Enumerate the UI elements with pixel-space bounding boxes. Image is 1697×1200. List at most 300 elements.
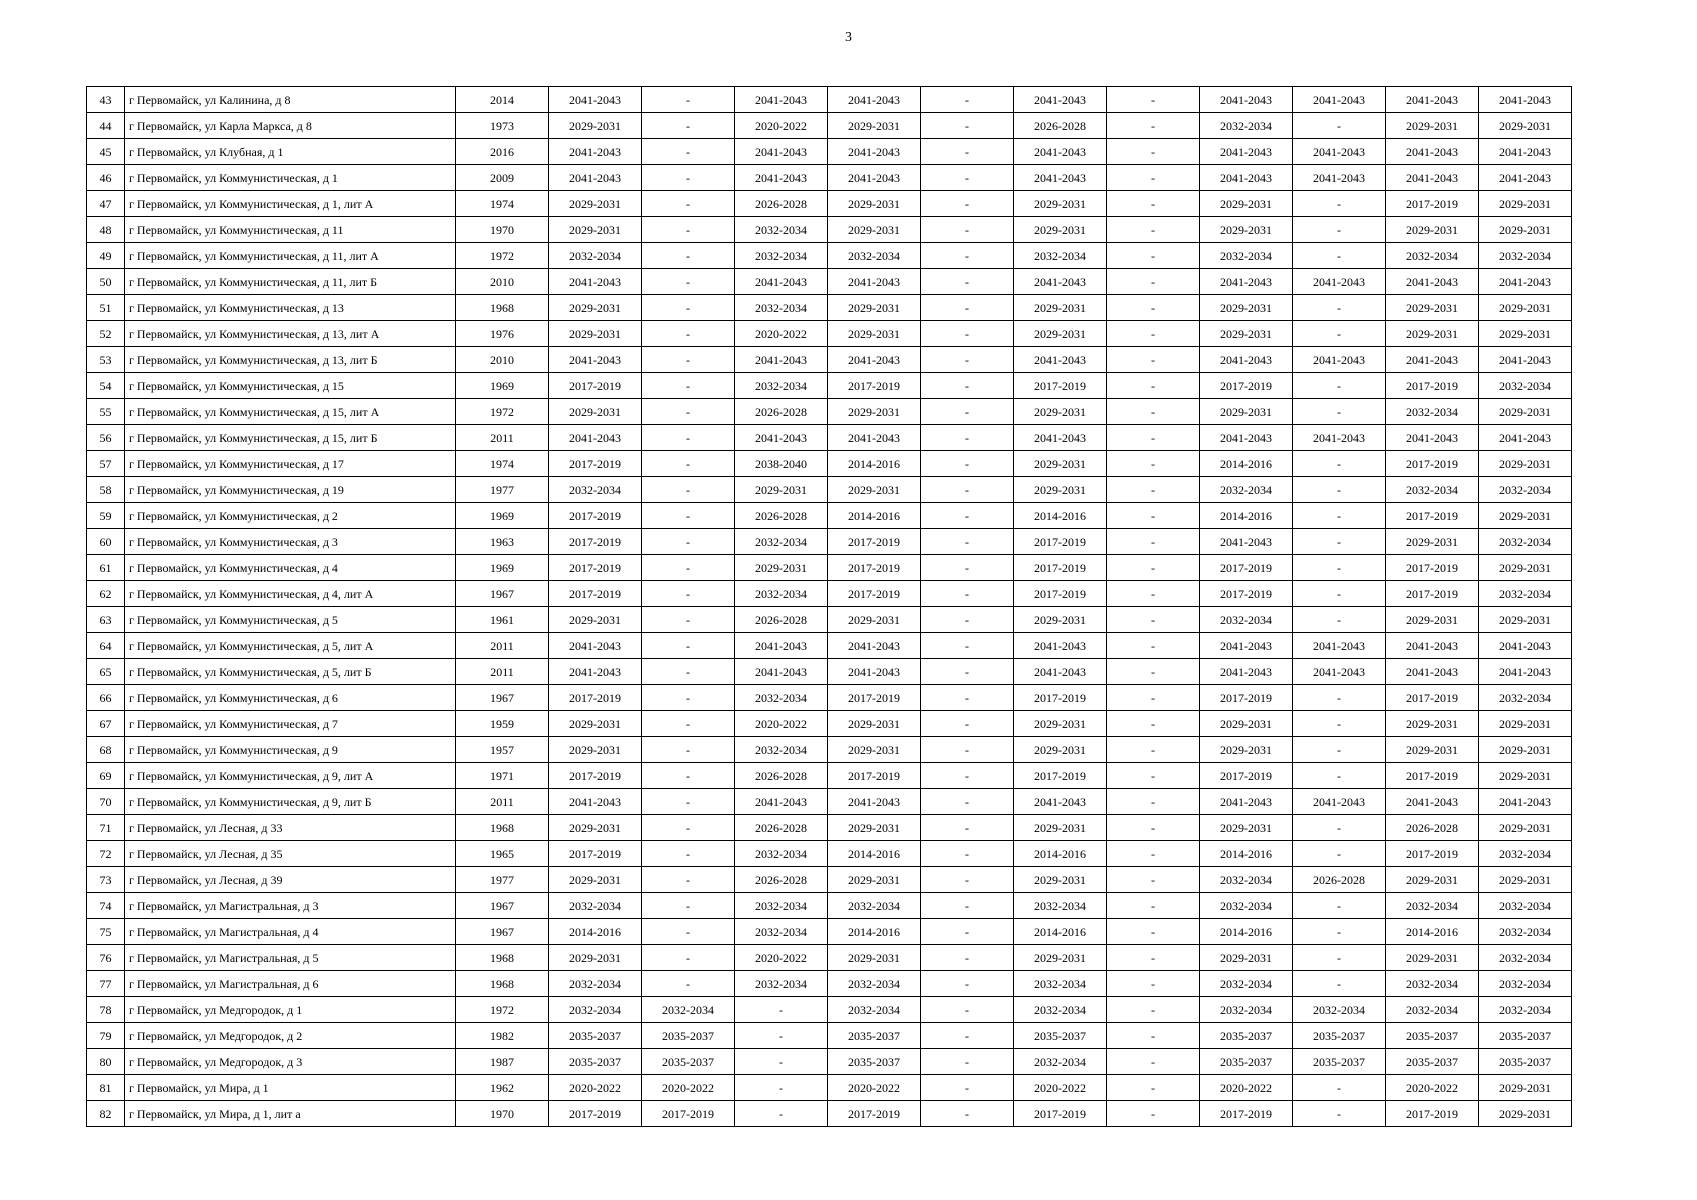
period-cell: 2017-2019 xyxy=(1014,1101,1107,1127)
period-cell: 2029-2031 xyxy=(1479,711,1572,737)
period-cell: 2026-2028 xyxy=(735,503,828,529)
period-cell: 2017-2019 xyxy=(828,1101,921,1127)
period-cell: - xyxy=(1107,243,1200,269)
table-row xyxy=(87,607,1572,633)
row-number: 70 xyxy=(87,789,125,815)
row-number: 49 xyxy=(87,243,125,269)
year-cell: 1976 xyxy=(456,321,549,347)
period-cell: 2032-2034 xyxy=(1014,243,1107,269)
period-cell: - xyxy=(1107,165,1200,191)
year-cell: 1959 xyxy=(456,711,549,737)
period-cell: 2032-2034 xyxy=(1293,997,1386,1023)
period-cell: 2014-2016 xyxy=(1200,451,1293,477)
period-cell: - xyxy=(921,399,1014,425)
period-cell: - xyxy=(1293,321,1386,347)
period-cell: 2017-2019 xyxy=(549,555,642,581)
period-cell: 2041-2043 xyxy=(1479,139,1572,165)
table-row xyxy=(87,971,1572,997)
period-cell: 2029-2031 xyxy=(1479,867,1572,893)
period-cell: - xyxy=(921,87,1014,113)
period-cell: 2029-2031 xyxy=(828,867,921,893)
year-cell: 1970 xyxy=(456,217,549,243)
period-cell: - xyxy=(1293,399,1386,425)
period-cell: 2029-2031 xyxy=(1386,945,1479,971)
period-cell: - xyxy=(1293,919,1386,945)
period-cell: - xyxy=(1293,815,1386,841)
period-cell: - xyxy=(921,997,1014,1023)
period-cell: 2041-2043 xyxy=(1479,789,1572,815)
period-cell: - xyxy=(642,711,735,737)
period-cell: 2035-2037 xyxy=(1479,1023,1572,1049)
period-cell: 2029-2031 xyxy=(1386,607,1479,633)
period-cell: 2041-2043 xyxy=(1200,659,1293,685)
period-cell: 2029-2031 xyxy=(549,113,642,139)
period-cell: - xyxy=(1107,841,1200,867)
period-cell: - xyxy=(921,893,1014,919)
period-cell: - xyxy=(1107,217,1200,243)
period-cell: 2017-2019 xyxy=(1014,529,1107,555)
year-cell: 2014 xyxy=(456,87,549,113)
period-cell: - xyxy=(1293,737,1386,763)
period-cell: 2041-2043 xyxy=(735,165,828,191)
table-row xyxy=(87,139,1572,165)
period-cell: - xyxy=(642,919,735,945)
period-cell: 2029-2031 xyxy=(1014,451,1107,477)
year-cell: 2009 xyxy=(456,165,549,191)
table-row xyxy=(87,633,1572,659)
period-cell: 2032-2034 xyxy=(1479,243,1572,269)
period-cell: 2041-2043 xyxy=(735,659,828,685)
period-cell: - xyxy=(642,243,735,269)
period-cell: 2029-2031 xyxy=(1200,191,1293,217)
period-cell: - xyxy=(642,139,735,165)
table-row xyxy=(87,1075,1572,1101)
period-cell: 2029-2031 xyxy=(549,737,642,763)
period-cell: 2038-2040 xyxy=(735,451,828,477)
year-cell: 1957 xyxy=(456,737,549,763)
table-row xyxy=(87,737,1572,763)
period-cell: - xyxy=(921,503,1014,529)
period-cell: - xyxy=(642,607,735,633)
period-cell: - xyxy=(921,217,1014,243)
period-cell: 2032-2034 xyxy=(1479,919,1572,945)
period-cell: - xyxy=(921,321,1014,347)
period-cell: - xyxy=(642,893,735,919)
table-row xyxy=(87,87,1572,113)
period-cell: 2041-2043 xyxy=(1014,789,1107,815)
period-cell: - xyxy=(642,529,735,555)
period-cell: 2032-2034 xyxy=(1386,997,1479,1023)
period-cell: 2032-2034 xyxy=(735,581,828,607)
period-cell: 2017-2019 xyxy=(1014,763,1107,789)
period-cell: - xyxy=(921,373,1014,399)
period-cell: - xyxy=(642,841,735,867)
row-number: 53 xyxy=(87,347,125,373)
period-cell: - xyxy=(642,269,735,295)
period-cell: - xyxy=(921,711,1014,737)
period-cell: 2032-2034 xyxy=(1200,867,1293,893)
period-cell: - xyxy=(921,269,1014,295)
table-row xyxy=(87,477,1572,503)
period-cell: 2029-2031 xyxy=(1479,815,1572,841)
year-cell: 1969 xyxy=(456,373,549,399)
period-cell: - xyxy=(642,685,735,711)
period-cell: - xyxy=(921,971,1014,997)
period-cell: 2032-2034 xyxy=(1479,581,1572,607)
year-cell: 2011 xyxy=(456,659,549,685)
period-cell: 2029-2031 xyxy=(549,217,642,243)
housing-repair-schedule-table xyxy=(86,86,1572,1127)
period-cell: 2041-2043 xyxy=(1014,87,1107,113)
period-cell: 2035-2037 xyxy=(1293,1049,1386,1075)
period-cell: 2017-2019 xyxy=(549,373,642,399)
period-cell: 2041-2043 xyxy=(1386,425,1479,451)
year-cell: 2011 xyxy=(456,789,549,815)
period-cell: 2029-2031 xyxy=(1479,1101,1572,1127)
period-cell: 2029-2031 xyxy=(828,815,921,841)
period-cell: - xyxy=(1107,113,1200,139)
period-cell: - xyxy=(642,659,735,685)
row-number: 58 xyxy=(87,477,125,503)
period-cell: - xyxy=(735,1023,828,1049)
address-cell: г Первомайск, ул Коммунистическая, д 1, лит А xyxy=(125,191,456,217)
address-cell: г Первомайск, ул Коммунистическая, д 9, лит А xyxy=(125,763,456,789)
table-row xyxy=(87,867,1572,893)
year-cell: 1967 xyxy=(456,893,549,919)
period-cell: - xyxy=(642,503,735,529)
period-cell: 2041-2043 xyxy=(828,659,921,685)
period-cell: 2041-2043 xyxy=(1479,87,1572,113)
period-cell: - xyxy=(1293,893,1386,919)
period-cell: - xyxy=(1107,815,1200,841)
period-cell: 2020-2022 xyxy=(735,113,828,139)
period-cell: 2041-2043 xyxy=(549,789,642,815)
period-cell: 2032-2034 xyxy=(735,529,828,555)
period-cell: 2029-2031 xyxy=(1014,607,1107,633)
year-cell: 2016 xyxy=(456,139,549,165)
period-cell: 2032-2034 xyxy=(1479,373,1572,399)
period-cell: - xyxy=(1293,763,1386,789)
period-cell: 2029-2031 xyxy=(1200,399,1293,425)
year-cell: 1968 xyxy=(456,295,549,321)
period-cell: 2041-2043 xyxy=(1293,165,1386,191)
period-cell: - xyxy=(1293,1101,1386,1127)
year-cell: 1987 xyxy=(456,1049,549,1075)
period-cell: - xyxy=(642,87,735,113)
row-number: 54 xyxy=(87,373,125,399)
row-number: 46 xyxy=(87,165,125,191)
period-cell: - xyxy=(1293,1075,1386,1101)
table-row xyxy=(87,763,1572,789)
period-cell: - xyxy=(1107,711,1200,737)
period-cell: 2041-2043 xyxy=(1200,139,1293,165)
period-cell: 2029-2031 xyxy=(1014,399,1107,425)
page-number: 3 xyxy=(845,30,852,45)
period-cell: 2017-2019 xyxy=(549,763,642,789)
period-cell: 2041-2043 xyxy=(1479,425,1572,451)
period-cell: 2029-2031 xyxy=(1479,321,1572,347)
period-cell: - xyxy=(1107,737,1200,763)
period-cell: 2017-2019 xyxy=(1200,555,1293,581)
period-cell: 2041-2043 xyxy=(1293,347,1386,373)
period-cell: - xyxy=(1293,113,1386,139)
period-cell: 2017-2019 xyxy=(1200,763,1293,789)
period-cell: 2026-2028 xyxy=(735,191,828,217)
row-number: 75 xyxy=(87,919,125,945)
period-cell: - xyxy=(735,1075,828,1101)
period-cell: 2032-2034 xyxy=(1200,893,1293,919)
period-cell: 2029-2031 xyxy=(1479,191,1572,217)
period-cell: - xyxy=(1293,685,1386,711)
period-cell: 2032-2034 xyxy=(735,737,828,763)
period-cell: 2029-2031 xyxy=(1014,815,1107,841)
period-cell: 2020-2022 xyxy=(828,1075,921,1101)
period-cell: 2041-2043 xyxy=(1200,269,1293,295)
row-number: 81 xyxy=(87,1075,125,1101)
period-cell: 2032-2034 xyxy=(1200,243,1293,269)
period-cell: 2029-2031 xyxy=(549,711,642,737)
period-cell: 2041-2043 xyxy=(735,269,828,295)
period-cell: - xyxy=(921,737,1014,763)
period-cell: 2041-2043 xyxy=(1479,659,1572,685)
period-cell: 2035-2037 xyxy=(828,1049,921,1075)
period-cell: 2020-2022 xyxy=(1386,1075,1479,1101)
table-row xyxy=(87,841,1572,867)
period-cell: 2029-2031 xyxy=(1014,867,1107,893)
address-cell: г Первомайск, ул Коммунистическая, д 15, лит А xyxy=(125,399,456,425)
period-cell: 2029-2031 xyxy=(828,113,921,139)
year-cell: 1961 xyxy=(456,607,549,633)
period-cell: 2041-2043 xyxy=(1293,87,1386,113)
table-row xyxy=(87,685,1572,711)
table-row xyxy=(87,815,1572,841)
period-cell: 2032-2034 xyxy=(1479,477,1572,503)
table-row xyxy=(87,373,1572,399)
period-cell: 2041-2043 xyxy=(1293,659,1386,685)
address-cell: г Первомайск, ул Лесная, д 39 xyxy=(125,867,456,893)
period-cell: 2041-2043 xyxy=(735,87,828,113)
period-cell: - xyxy=(1107,919,1200,945)
period-cell: 2041-2043 xyxy=(1293,425,1386,451)
row-number: 74 xyxy=(87,893,125,919)
year-cell: 1982 xyxy=(456,1023,549,1049)
period-cell: - xyxy=(1107,581,1200,607)
period-cell: 2032-2034 xyxy=(735,841,828,867)
period-cell: 2029-2031 xyxy=(828,477,921,503)
year-cell: 1967 xyxy=(456,919,549,945)
year-cell: 1971 xyxy=(456,763,549,789)
period-cell: - xyxy=(921,477,1014,503)
period-cell: 2029-2031 xyxy=(1014,945,1107,971)
period-cell: 2029-2031 xyxy=(549,607,642,633)
year-cell: 2010 xyxy=(456,269,549,295)
period-cell: 2041-2043 xyxy=(1386,789,1479,815)
table-row xyxy=(87,997,1572,1023)
period-cell: 2032-2034 xyxy=(549,477,642,503)
period-cell: 2026-2028 xyxy=(1014,113,1107,139)
period-cell: 2014-2016 xyxy=(1014,503,1107,529)
period-cell: - xyxy=(921,685,1014,711)
period-cell: 2032-2034 xyxy=(1479,945,1572,971)
period-cell: 2029-2031 xyxy=(1200,737,1293,763)
period-cell: 2020-2022 xyxy=(735,711,828,737)
period-cell: 2029-2031 xyxy=(549,815,642,841)
period-cell: 2017-2019 xyxy=(549,451,642,477)
year-cell: 1967 xyxy=(456,685,549,711)
period-cell: - xyxy=(1107,1023,1200,1049)
year-cell: 1972 xyxy=(456,243,549,269)
row-number: 82 xyxy=(87,1101,125,1127)
period-cell: 2032-2034 xyxy=(828,243,921,269)
period-cell: 2032-2034 xyxy=(735,243,828,269)
period-cell: - xyxy=(921,867,1014,893)
period-cell: - xyxy=(1293,555,1386,581)
address-cell: г Первомайск, ул Коммунистическая, д 11, лит А xyxy=(125,243,456,269)
period-cell: - xyxy=(1107,399,1200,425)
year-cell: 1968 xyxy=(456,945,549,971)
table-row xyxy=(87,1023,1572,1049)
period-cell: 2035-2037 xyxy=(1200,1049,1293,1075)
row-number: 72 xyxy=(87,841,125,867)
period-cell: 2029-2031 xyxy=(1014,711,1107,737)
period-cell: 2041-2043 xyxy=(1386,165,1479,191)
address-cell: г Первомайск, ул Коммунистическая, д 9 xyxy=(125,737,456,763)
period-cell: 2017-2019 xyxy=(642,1101,735,1127)
period-cell: - xyxy=(642,763,735,789)
period-cell: 2035-2037 xyxy=(1386,1049,1479,1075)
period-cell: 2035-2037 xyxy=(1479,1049,1572,1075)
period-cell: 2014-2016 xyxy=(1200,503,1293,529)
period-cell: 2029-2031 xyxy=(1479,763,1572,789)
period-cell: 2041-2043 xyxy=(828,139,921,165)
period-cell: 2041-2043 xyxy=(1014,139,1107,165)
period-cell: 2041-2043 xyxy=(828,269,921,295)
address-cell: г Первомайск, ул Магистральная, д 3 xyxy=(125,893,456,919)
period-cell: 2029-2031 xyxy=(1386,737,1479,763)
period-cell: 2032-2034 xyxy=(549,893,642,919)
year-cell: 1972 xyxy=(456,399,549,425)
row-number: 52 xyxy=(87,321,125,347)
period-cell: 2029-2031 xyxy=(1386,529,1479,555)
period-cell: - xyxy=(921,425,1014,451)
period-cell: 2035-2037 xyxy=(642,1023,735,1049)
period-cell: - xyxy=(1107,945,1200,971)
period-cell: 2041-2043 xyxy=(1386,139,1479,165)
period-cell: 2029-2031 xyxy=(1479,451,1572,477)
period-cell: - xyxy=(642,971,735,997)
address-cell: г Первомайск, ул Коммунистическая, д 5 xyxy=(125,607,456,633)
period-cell: - xyxy=(921,607,1014,633)
period-cell: - xyxy=(642,945,735,971)
period-cell: 2020-2022 xyxy=(549,1075,642,1101)
period-cell: - xyxy=(921,295,1014,321)
row-number: 51 xyxy=(87,295,125,321)
period-cell: 2026-2028 xyxy=(735,399,828,425)
address-cell: г Первомайск, ул Коммунистическая, д 15 xyxy=(125,373,456,399)
period-cell: 2017-2019 xyxy=(1386,373,1479,399)
period-cell: 2020-2022 xyxy=(1200,1075,1293,1101)
period-cell: - xyxy=(642,867,735,893)
period-cell: 2029-2031 xyxy=(549,867,642,893)
period-cell: 2014-2016 xyxy=(1200,919,1293,945)
period-cell: 2041-2043 xyxy=(549,425,642,451)
period-cell: 2017-2019 xyxy=(828,373,921,399)
period-cell: - xyxy=(921,841,1014,867)
period-cell: 2029-2031 xyxy=(735,555,828,581)
period-cell: - xyxy=(1107,321,1200,347)
period-cell: 2029-2031 xyxy=(549,321,642,347)
period-cell: 2035-2037 xyxy=(828,1023,921,1049)
period-cell: 2029-2031 xyxy=(1386,113,1479,139)
period-cell: 2041-2043 xyxy=(549,269,642,295)
address-cell: г Первомайск, ул Коммунистическая, д 4, лит А xyxy=(125,581,456,607)
period-cell: - xyxy=(642,347,735,373)
period-cell: 2041-2043 xyxy=(1479,633,1572,659)
period-cell: 2029-2031 xyxy=(549,295,642,321)
period-cell: 2032-2034 xyxy=(1014,893,1107,919)
period-cell: 2017-2019 xyxy=(1014,685,1107,711)
period-cell: 2041-2043 xyxy=(735,139,828,165)
address-cell: г Первомайск, ул Коммунистическая, д 17 xyxy=(125,451,456,477)
period-cell: 2032-2034 xyxy=(1386,893,1479,919)
period-cell: - xyxy=(1107,867,1200,893)
period-cell: - xyxy=(1107,425,1200,451)
year-cell: 1968 xyxy=(456,971,549,997)
period-cell: 2035-2037 xyxy=(1293,1023,1386,1049)
period-cell: - xyxy=(642,191,735,217)
period-cell: 2041-2043 xyxy=(735,347,828,373)
address-cell: г Первомайск, ул Лесная, д 33 xyxy=(125,815,456,841)
period-cell: 2017-2019 xyxy=(828,763,921,789)
period-cell: 2026-2028 xyxy=(1293,867,1386,893)
period-cell: 2032-2034 xyxy=(1014,1049,1107,1075)
period-cell: 2041-2043 xyxy=(1479,347,1572,373)
address-cell: г Первомайск, ул Клубная, д 1 xyxy=(125,139,456,165)
period-cell: 2020-2022 xyxy=(735,321,828,347)
period-cell: - xyxy=(1293,711,1386,737)
period-cell: - xyxy=(1107,997,1200,1023)
period-cell: 2029-2031 xyxy=(1200,295,1293,321)
period-cell: 2017-2019 xyxy=(828,685,921,711)
period-cell: - xyxy=(921,1023,1014,1049)
period-cell: 2041-2043 xyxy=(1014,425,1107,451)
row-number: 73 xyxy=(87,867,125,893)
year-cell: 1967 xyxy=(456,581,549,607)
address-cell: г Первомайск, ул Калинина, д 8 xyxy=(125,87,456,113)
period-cell: 2017-2019 xyxy=(549,685,642,711)
period-cell: - xyxy=(921,1075,1014,1101)
period-cell: 2026-2028 xyxy=(735,607,828,633)
address-cell: г Первомайск, ул Коммунистическая, д 11, лит Б xyxy=(125,269,456,295)
period-cell: 2029-2031 xyxy=(828,399,921,425)
period-cell: - xyxy=(642,789,735,815)
table-row xyxy=(87,555,1572,581)
period-cell: - xyxy=(642,633,735,659)
table-row xyxy=(87,529,1572,555)
period-cell: 2014-2016 xyxy=(1014,919,1107,945)
period-cell: 2041-2043 xyxy=(1386,633,1479,659)
period-cell: 2017-2019 xyxy=(1200,373,1293,399)
year-cell: 1969 xyxy=(456,555,549,581)
period-cell: 2029-2031 xyxy=(1386,321,1479,347)
period-cell: - xyxy=(1107,659,1200,685)
row-number: 68 xyxy=(87,737,125,763)
period-cell: 2029-2031 xyxy=(828,945,921,971)
period-cell: 2029-2031 xyxy=(828,191,921,217)
period-cell: 2041-2043 xyxy=(828,633,921,659)
period-cell: - xyxy=(1293,295,1386,321)
table-row xyxy=(87,113,1572,139)
